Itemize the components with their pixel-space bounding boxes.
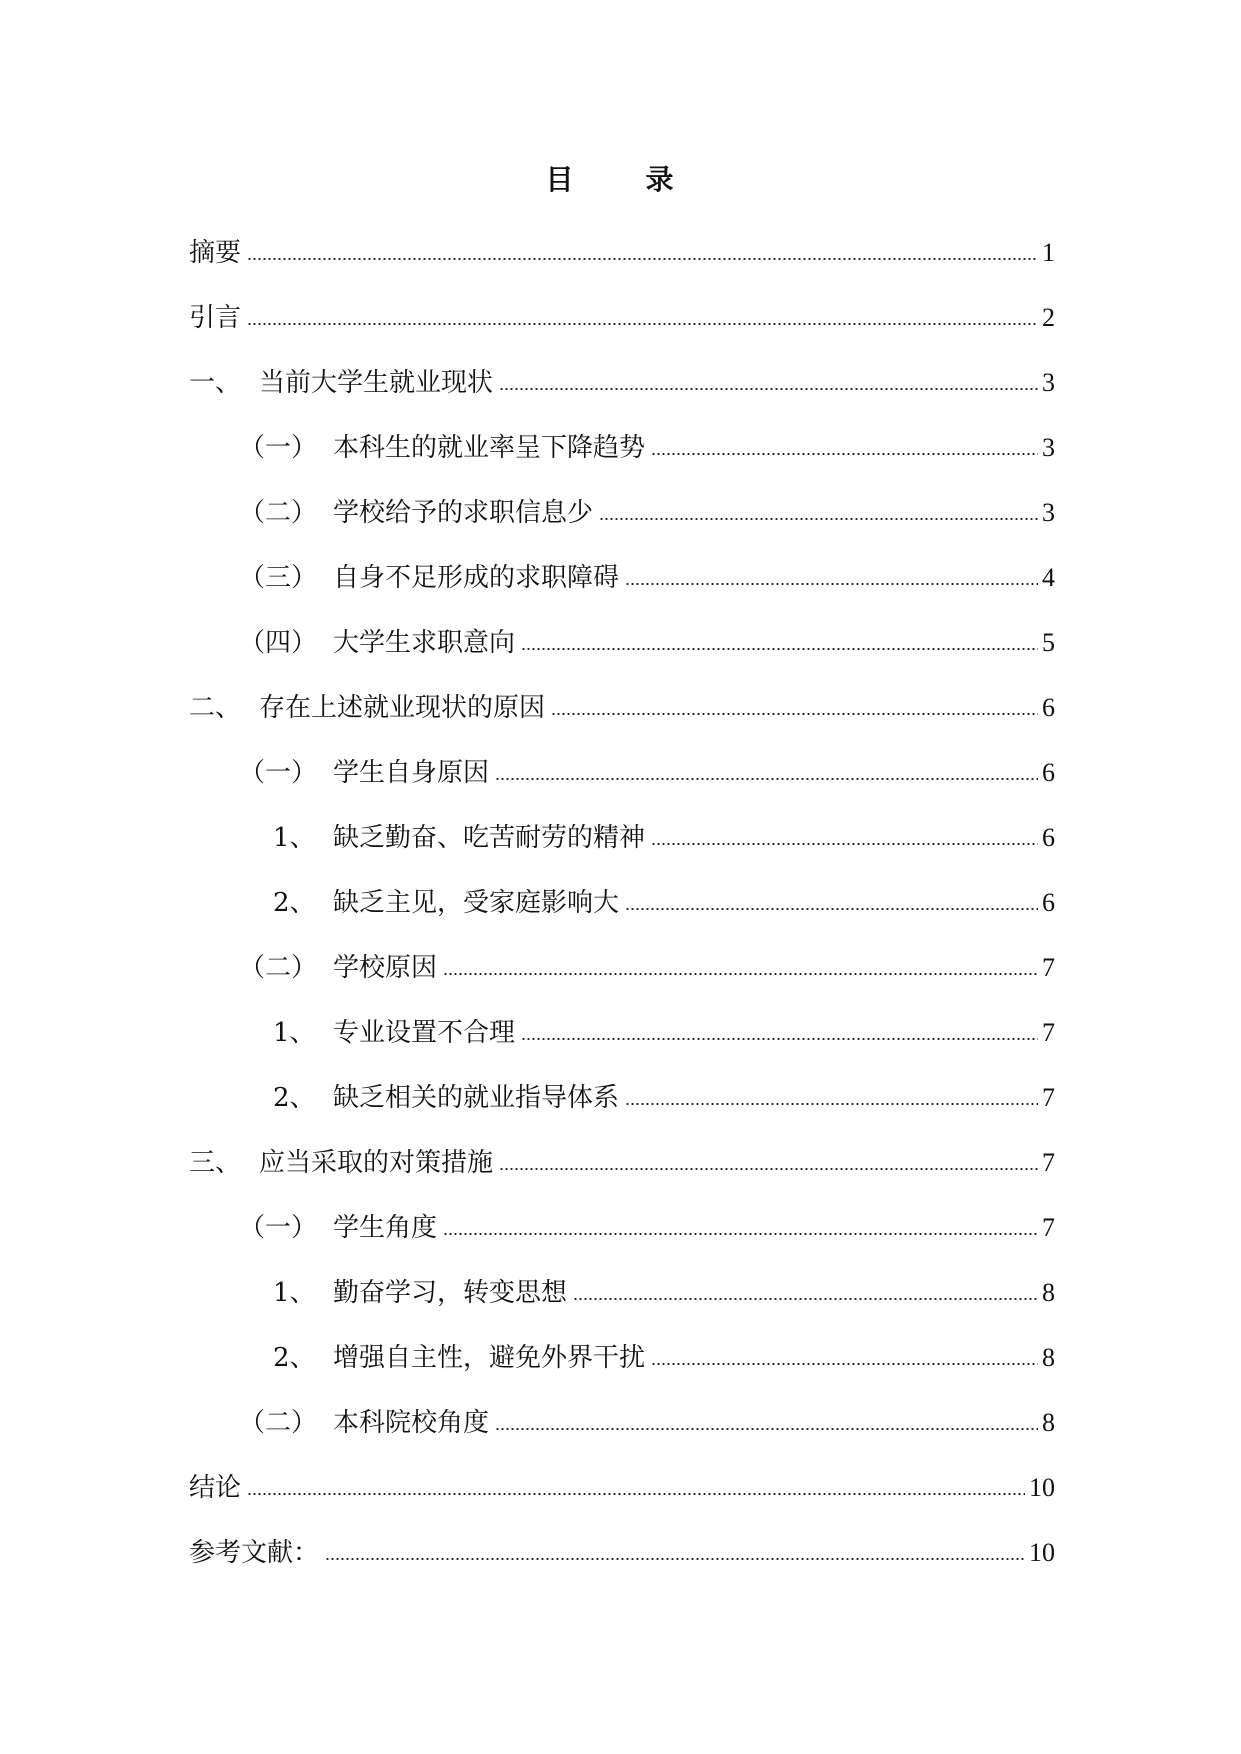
dot-leader — [625, 908, 1038, 910]
toc-entry-title: 专业设置不合理 — [333, 1017, 516, 1048]
toc-entry-number: （二） — [239, 952, 318, 983]
toc-entry-number: 1、 — [273, 822, 316, 853]
toc-entry-page-number: 6 — [1042, 692, 1055, 722]
toc-entry-page-number: 10 — [1029, 1472, 1055, 1502]
toc-entry-page-number: 3 — [1042, 367, 1055, 397]
toc-entry[interactable] — [189, 415, 1055, 480]
toc-entry-number: 二、 — [189, 692, 242, 723]
toc-entry-title: 大学生求职意向 — [333, 627, 516, 658]
dot-leader — [651, 1363, 1038, 1365]
toc-entry-number: 三、 — [189, 1147, 242, 1178]
toc-entry-title: 缺乏相关的就业指导体系 — [333, 1082, 620, 1113]
toc-entry-page-number: 7 — [1042, 1147, 1055, 1177]
page-title: 目 录 — [545, 163, 696, 196]
dot-leader — [625, 583, 1038, 585]
dot-leader — [521, 1038, 1038, 1040]
toc-entry-page-number: 7 — [1042, 952, 1055, 982]
toc-entry[interactable] — [189, 1325, 1055, 1390]
toc-entry-page-number: 8 — [1042, 1277, 1055, 1307]
toc-entry-number: 2、 — [273, 887, 316, 918]
dot-leader — [499, 388, 1038, 390]
toc-entry-page-number: 10 — [1029, 1537, 1055, 1567]
toc-entry-page-number: 8 — [1042, 1342, 1055, 1372]
toc-entry[interactable] — [189, 740, 1055, 805]
toc-entry-title: 结论 — [189, 1472, 242, 1503]
toc-entry-title: 本科生的就业率呈下降趋势 — [333, 432, 646, 463]
dot-leader — [247, 1493, 1025, 1495]
dot-leader — [651, 843, 1038, 845]
dot-leader — [443, 973, 1038, 975]
toc-entry-number: （一） — [239, 757, 318, 788]
dot-leader — [551, 713, 1038, 715]
toc-entry-title: 增强自主性，避免外界干扰 — [333, 1342, 646, 1373]
toc-entry-page-number: 7 — [1042, 1212, 1055, 1242]
toc-entry-title: 应当采取的对策措施 — [259, 1147, 494, 1178]
dot-leader — [599, 518, 1038, 520]
toc-entry-title: 缺乏勤奋、吃苦耐劳的精神 — [333, 822, 646, 853]
toc-entry[interactable] — [189, 1520, 1055, 1585]
toc-entry[interactable] — [189, 675, 1055, 740]
toc-entry-title: 存在上述就业现状的原因 — [259, 692, 546, 723]
dot-leader — [495, 778, 1038, 780]
toc-entry[interactable] — [189, 1130, 1055, 1195]
toc-entry-number: （三） — [239, 562, 318, 593]
dot-leader — [573, 1298, 1038, 1300]
toc-entry-number: （二） — [239, 1407, 318, 1438]
toc-entry-number: 2、 — [273, 1082, 316, 1113]
dot-leader — [495, 1428, 1038, 1430]
table-of-contents — [189, 220, 1055, 1585]
toc-entry-title: 勤奋学习，转变思想 — [333, 1277, 568, 1308]
toc-entry-title: 本科院校角度 — [333, 1407, 490, 1438]
toc-entry[interactable] — [189, 1000, 1055, 1065]
dot-leader — [325, 1558, 1025, 1560]
toc-entry[interactable] — [189, 1260, 1055, 1325]
dot-leader — [443, 1233, 1038, 1235]
toc-entry[interactable] — [189, 870, 1055, 935]
toc-entry[interactable] — [189, 285, 1055, 350]
toc-entry-page-number: 6 — [1042, 822, 1055, 852]
toc-entry[interactable] — [189, 350, 1055, 415]
dot-leader — [499, 1168, 1038, 1170]
toc-entry-page-number: 8 — [1042, 1407, 1055, 1437]
toc-entry[interactable] — [189, 1455, 1055, 1520]
toc-entry-title: 缺乏主见，受家庭影响大 — [333, 887, 620, 918]
toc-entry-title: 学生角度 — [333, 1212, 438, 1243]
toc-entry-page-number: 6 — [1042, 757, 1055, 787]
toc-entry-number: （一） — [239, 1212, 318, 1243]
toc-entry-title: 引言 — [189, 302, 242, 333]
toc-entry-title: 自身不足形成的求职障碍 — [333, 562, 620, 593]
toc-entry[interactable] — [189, 935, 1055, 1000]
toc-entry[interactable] — [189, 805, 1055, 870]
toc-entry-number: 2、 — [273, 1342, 316, 1373]
toc-entry-page-number: 5 — [1042, 627, 1055, 657]
toc-entry-title: 当前大学生就业现状 — [259, 367, 494, 398]
toc-entry-number: （一） — [239, 432, 318, 463]
toc-entry[interactable] — [189, 220, 1055, 285]
toc-entry-title: 学校给予的求职信息少 — [333, 497, 594, 528]
dot-leader — [651, 453, 1038, 455]
toc-entry[interactable] — [189, 545, 1055, 610]
dot-leader — [625, 1103, 1038, 1105]
toc-entry-number: （四） — [239, 627, 318, 658]
toc-entry-page-number: 3 — [1042, 497, 1055, 527]
dot-leader — [247, 323, 1038, 325]
toc-entry-page-number: 1 — [1042, 237, 1055, 267]
toc-entry-page-number: 3 — [1042, 432, 1055, 462]
toc-entry[interactable] — [189, 1065, 1055, 1130]
toc-entry-title: 学校原因 — [333, 952, 438, 983]
toc-entry-title: 摘要 — [189, 237, 242, 268]
toc-entry-page-number: 4 — [1042, 562, 1055, 592]
toc-entry[interactable] — [189, 1195, 1055, 1260]
toc-entry[interactable] — [189, 610, 1055, 675]
toc-entry-page-number: 7 — [1042, 1082, 1055, 1112]
toc-entry-page-number: 2 — [1042, 302, 1055, 332]
toc-entry-page-number: 6 — [1042, 887, 1055, 917]
toc-entry-number: （二） — [239, 497, 318, 528]
toc-entry-number: 1、 — [273, 1017, 316, 1048]
dot-leader — [247, 258, 1038, 260]
toc-entry-title: 学生自身原因 — [333, 757, 490, 788]
toc-entry[interactable] — [189, 480, 1055, 545]
toc-entry-title: 参考文献： — [189, 1537, 320, 1568]
toc-entry-number: 一、 — [189, 367, 242, 398]
toc-entry[interactable] — [189, 1390, 1055, 1455]
dot-leader — [521, 648, 1038, 650]
toc-entry-number: 1、 — [273, 1277, 316, 1308]
toc-entry-page-number: 7 — [1042, 1017, 1055, 1047]
